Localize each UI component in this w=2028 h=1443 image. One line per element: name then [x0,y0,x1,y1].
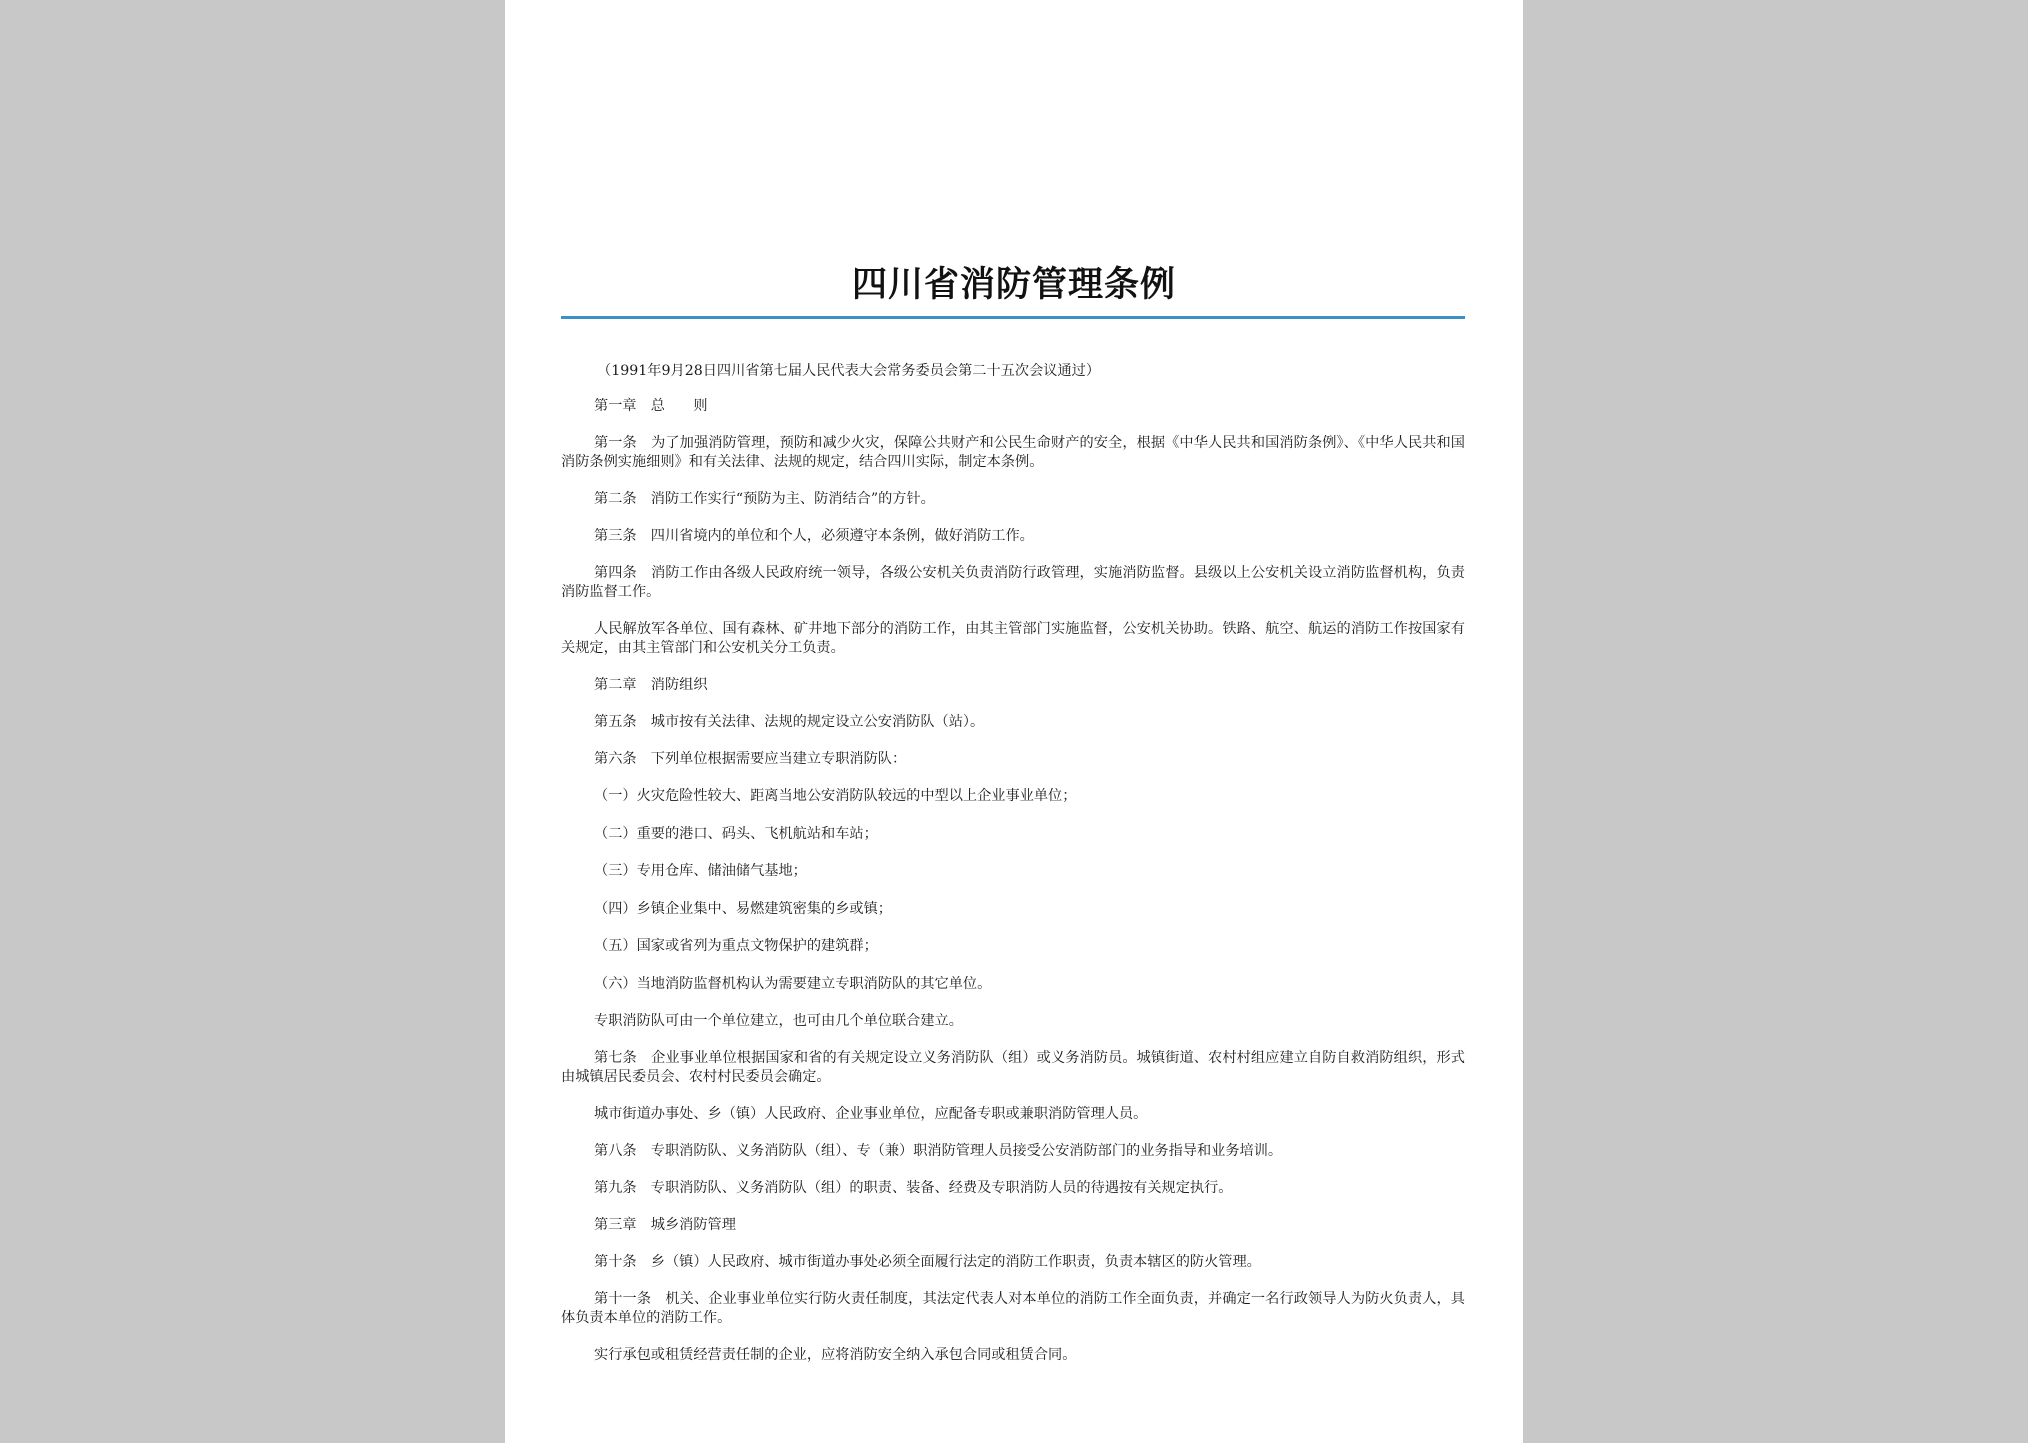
title-underline [561,316,1465,319]
adoption-note: （1991年9月28日四川省第七届人民代表大会常务委员会第二十五次会议通过） [597,363,1101,379]
chapter-heading: 第三章 城乡消防管理 [594,1217,736,1233]
list-item: （四）乡镇企业集中、易燃建筑密集的乡或镇； [594,900,892,917]
article-paragraph: 第十条 乡（镇）人民政府、城市街道办事处必须全面履行法定的消防工作职责，负责本辖区的防火管理。 [594,1254,1261,1270]
article-paragraph: 第八条 专职消防队、义务消防队（组）、专（兼）职消防管理人员接受公安消防部门的业务指导和业务培训。 [594,1143,1283,1159]
chapter-heading: 第一章 总 则 [594,398,708,414]
document-page [505,0,1523,1443]
article-paragraph: 专职消防队可由一个单位建立，也可由几个单位联合建立。 [594,1013,963,1029]
article-paragraph: 第十一条 机关、企业事业单位实行防火责任制度，其法定代表人对本单位的消防工作全面负责，并确定一名行政领导人为防火负责人，具体负责本单位的消防工作。 [561,1291,1465,1326]
list-item: （六）当地消防监督机构认为需要建立专职消防队的其它单位。 [594,975,992,992]
article-paragraph: 人民解放军各单位、国有森林、矿井地下部分的消防工作，由其主管部门实施监督，公安机关协助。铁路、航空、航运的消防工作按国家有关规定，由其主管部门和公安机关分工负责。 [561,621,1465,656]
article-paragraph: 第三条 四川省境内的单位和个人，必须遵守本条例，做好消防工作。 [594,528,1034,544]
document-title: 四川省消防管理条例 [851,264,1176,305]
list-item: （五）国家或省列为重点文物保护的建筑群； [594,938,878,954]
article-paragraph: 第六条 下列单位根据需要应当建立专职消防队： [594,751,907,767]
article-paragraph: 第九条 专职消防队、义务消防队（组）的职责、装备、经费及专职消防人员的待遇按有关规定执行。 [594,1180,1233,1196]
article-paragraph: 第二条 消防工作实行“预防为主、防消结合”的方针。 [594,491,935,507]
list-item: （二）重要的港口、码头、飞机航站和车站； [594,825,878,842]
chapter-heading: 第二章 消防组织 [594,677,708,693]
list-item: （三）专用仓库、储油储气基地； [594,863,807,879]
article-paragraph: 城市街道办事处、乡（镇）人民政府、企业事业单位，应配备专职或兼职消防管理人员。 [594,1106,1148,1122]
article-paragraph: 第一条 为了加强消防管理，预防和减少火灾，保障公共财产和公民生命财产的安全，根据《中华人民共和国消防条例》、《中华人民共和国消防条例实施细则》和有关法律、法规的规定，结合四川实际，制定本条例。 [561,435,1465,470]
document-body [561,362,1465,1383]
article-paragraph: 实行承包或租赁经营责任制的企业，应将消防安全纳入承包合同或租赁合同。 [594,1347,1077,1363]
article-paragraph: 第七条 企业事业单位根据国家和省的有关规定设立义务消防队（组）或义务消防员。城镇街道、农村村组应建立自防自救消防组织，形式由城镇居民委员会、农村村民委员会确定。 [561,1050,1465,1085]
article-paragraph: 第四条 消防工作由各级人民政府统一领导，各级公安机关负责消防行政管理，实施消防监督。县级以上公安机关设立消防监督机构，负责消防监督工作。 [561,565,1465,600]
list-item: （一）火灾危险性较大、距离当地公安消防队较远的中型以上企业事业单位； [594,788,1077,804]
article-paragraph: 第五条 城市按有关法律、法规的规定设立公安消防队（站）。 [594,714,985,730]
